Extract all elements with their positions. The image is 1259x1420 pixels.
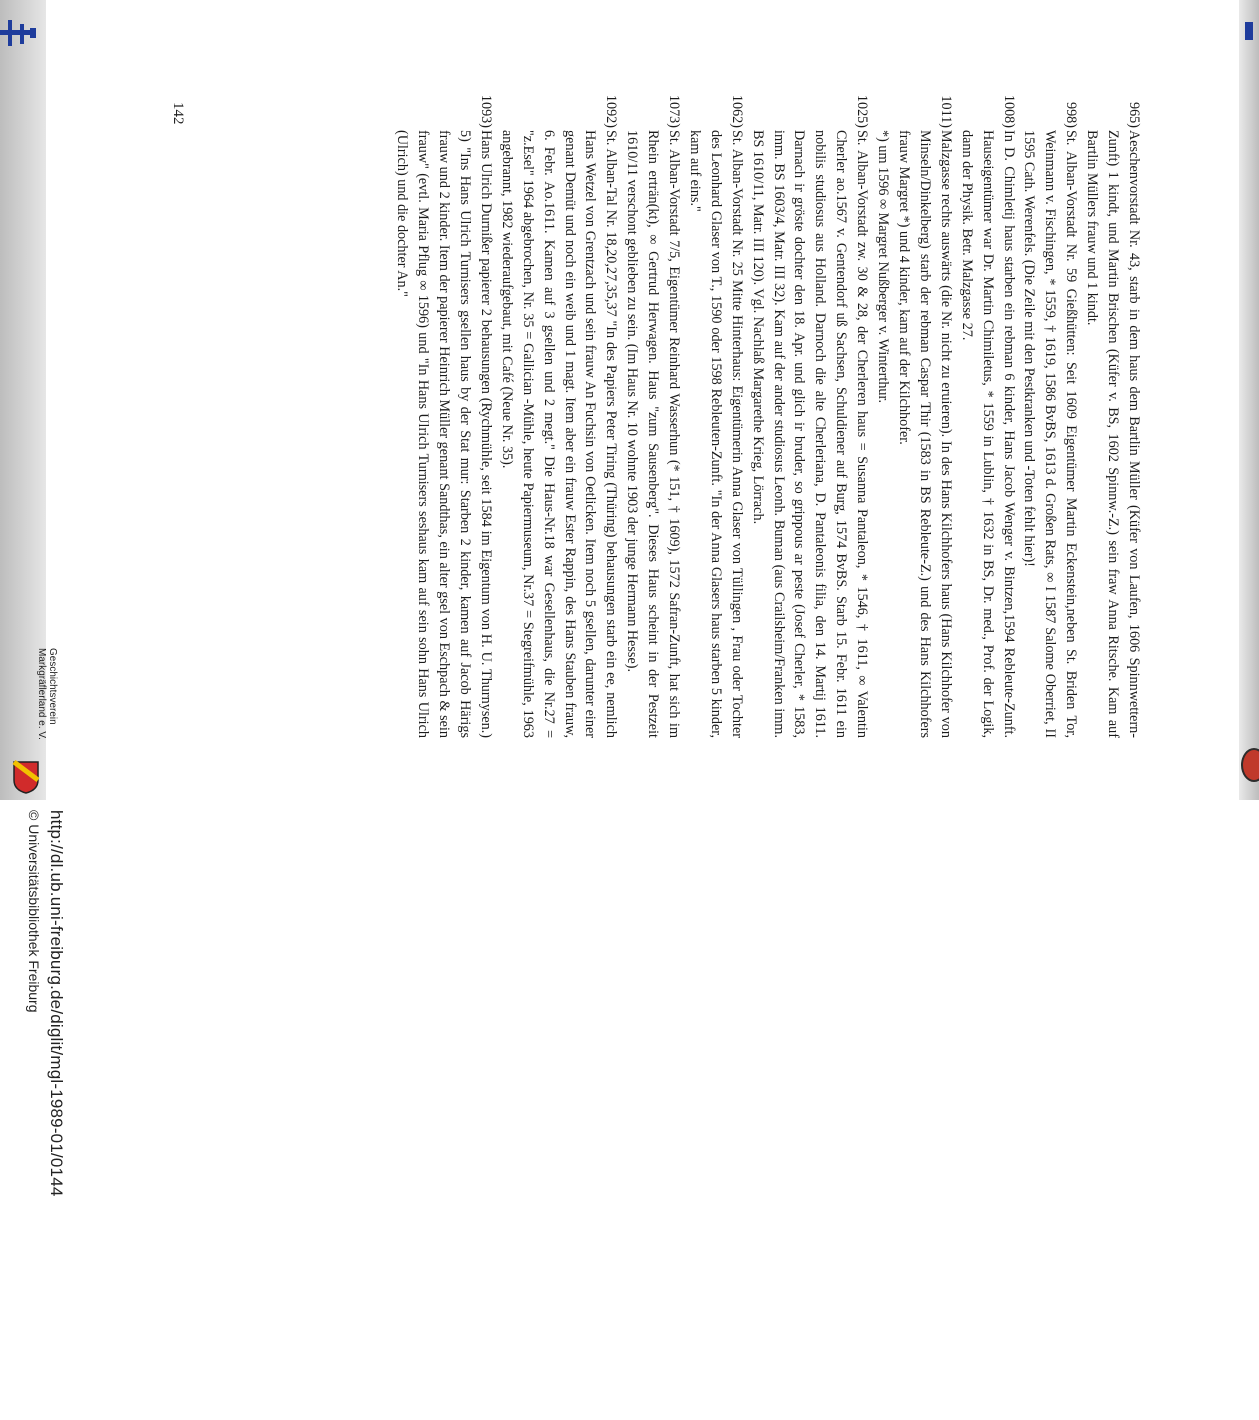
entry-text: St. Alban-Vorstadt Nr. 59 Gießhütten: Seit 1609 Eigentümer Martin Eckenstein,neben St. Briden Tor, Weinmann v. Fischingen, * 1559, † 1619, 1586 BvBS, 1613 d. Großen Rats, ∞ I 1587 Salome Oberriet, II 1595 Cath. Werenfels. (Die Zeile mit den Pestkranken und -Toten fehlt hier)! bbox=[1021, 130, 1080, 738]
entry-number: 1062) bbox=[728, 94, 745, 128]
entry-1011 bbox=[893, 95, 956, 738]
society-name-line1: Geschichtsverein bbox=[47, 648, 58, 725]
entry-number: 1008) bbox=[1000, 94, 1017, 128]
entry-1008 bbox=[956, 94, 1019, 738]
source-url-link[interactable]: http://dl.ub.uni-freiburg.de/diglit/mgl-1989-01/0144 bbox=[47, 810, 66, 1197]
entry-number: 1025) bbox=[854, 94, 871, 128]
entry-998 bbox=[1019, 98, 1082, 738]
right-margin-bar bbox=[1239, 0, 1259, 800]
entry-number: 1092) bbox=[603, 94, 620, 128]
entry-1073 bbox=[621, 94, 684, 738]
library-logo-icon bbox=[1245, 22, 1253, 40]
society-name-line2: Markgräflerland e. V. bbox=[36, 648, 47, 740]
society-crest-icon bbox=[1241, 748, 1259, 782]
entry-text: In D. Chimletij haus starben ein rebman 6 kinder, Hans Jacob Wenger v. Bintzen,1594 Rebleute-Zunft. Hauseigentümer war Dr. Martin Chimiletus, * 1559 in Lublin, † 1632 in BS, Dr. med., Prof. der Logik, dann der Physik. Betr. Malzgasse 27. bbox=[958, 130, 1017, 738]
entry-text: St. Alban-Vorstadt 7/5, Eigentümer Reinhard Wasserhun (* 151, † 1609), 1572 Safran-Zunft, hat sich im Rhein erträn(kt), ∞ Gertrud Herwagen. Haus "zum Sausenberg". Dieses Haus scheint in der Pestzeit 1610/11 verschont geblieben zu sein. (Im Haus Nr. 10 wohnte 1903 der junge Hermann Hesse). bbox=[624, 130, 683, 738]
entry-1092 bbox=[496, 94, 621, 738]
footnote bbox=[872, 98, 893, 738]
entry-1062 bbox=[684, 94, 747, 738]
entry-text: Hans Ulrich Durnißer papierer 2 behausungen (Rychmühle, seit 1584 im Eigentum von H. U. Thurnysen.) 5) "Ins Hans Ulrich Turnisers gsellen haus by der Stat mur: Starben 2 kinder, kamen auf Jacob Härigs frauw und 2 kinder. Item der papierer Heinrich Müller genant Sandthas, ein alter gsel von Eschpach & sein frauw" (evtl. Maria Pflug ∞ 1596) und "In Hans Ulrich Turnisers seshaus kam auf sein sohn Hans Ulrich (Ulrich) und die dochter An." bbox=[394, 130, 494, 738]
entry-text: Malzgasse rechts auswärts (die Nr. nicht zu eruieren). In des Hans Kilchhofers haus (Hans Kilchhofer von Minseln/Dinkelberg) starb der rebman Caspar Thir (1583 in BS Rebleute-Z.) und des Hans Kilchhofers frauw Margret *) und 4 kinder, kam auf der Kilchhofer. bbox=[896, 130, 954, 738]
entry-number: 1073) bbox=[666, 94, 683, 128]
copyright-notice: © Universitätsbibliothek Freiburg bbox=[26, 810, 42, 1013]
society-crest-icon bbox=[12, 760, 40, 794]
society-name bbox=[36, 648, 58, 740]
library-logo-icon bbox=[0, 18, 40, 48]
entry-1025 bbox=[747, 94, 872, 738]
document-page bbox=[144, 94, 1144, 738]
digitization-footer bbox=[2, 800, 72, 1420]
entry-number: 1093) bbox=[477, 94, 494, 128]
entry-text: Aeschenvorstadt Nr. 43, starb in dem haus dem Bartlin Müller (Küfer von Laufen, 1606 Spinnwettern-Zunft) 1 kindt, und Martin Brischen (Küfer v. BS, 1602 Spinnw.-Z.) sein fraw Anna Ritsche. Kam auf Bartlin Müllers frauw und 1 kindt. bbox=[1084, 130, 1142, 738]
footnote-text: *) um 1596 ∞ Margret Nußberger v. Winterthur. bbox=[875, 130, 892, 404]
entry-text: St. Alban-Vorstadt Nr. 25 Mitte Hinterhaus: Eigentümerin Anna Glaser von Tüllingen , Frau oder Tochter des Leonhard Glaser von T., 1590 oder 1598 Rebleuten-Zunft. "In der Anna Glasers haus starben 5 kinder, kam auf eins." bbox=[686, 130, 745, 738]
entry-number: 965) bbox=[1126, 101, 1142, 128]
entry-number: 998) bbox=[1063, 101, 1080, 128]
entry-text: St. Alban-Vorstadt zw. 30 & 28, der Cherleren haus = Susanna Pantaleon, * 1546, † 1611, ∞ Valentin Cherler ao.1567 v. Gentendorf uß Sachsen, Schuldiener auf Burg, 1574 BvBS. Starb 15. Febr. 1611 ein nobilis studiosus aus Holland. Darnoch die alte Cherleriana, D. Pantaleonis filia, den 14. Martij 1611. Darnach ir gröste dochter den 18. Apr. und glich ir bruder, so grippous ar peste (Josef Cherler, * 1583, imm. BS 1603/4, Matr. III 32). Kam auf der ander studiosus Leonh. Buman (aus Crailsheim/Franken imm. BS 1610/11, Matr. III 120). Vgl. Nachlaß Margarethe Krieg, Lörrach. bbox=[749, 130, 871, 738]
entry-1093 bbox=[391, 94, 496, 738]
entry-965 bbox=[1081, 98, 1144, 738]
page-number: 142 bbox=[170, 102, 186, 125]
entry-number: 1011) bbox=[937, 95, 954, 128]
entry-text: St. Alban-Tal Nr. 18,20,27,35,37 "In des Papiers Peter Tiring (Thüring) behausungen starb ein ee, nemlich Hans Wetzel von Grentzach und sein frauw An Fuchsin von Oetlicken. Item noch 5 gsellen, darunter einer genant Demüt und noch ein weib und 1 magt. Item aber ein frauw Ester Rappin, des Hans Stauben frauw, 6. Febr. Ao.1611. Kamen auf 3 gsellen und 2 megt." Die Haus-Nr.18 war Gesellenhaus, die Nr.27 = "z.Esel" 1964 abgebrochen, Nr. 35 = Gallician -Mühle, heute Papiermuseum, Nr.37 = Stegreifmühle, 1963 angebrannt, 1982 wiederaufgebaut, mit Café (Neue Nr. 35). bbox=[498, 130, 620, 738]
